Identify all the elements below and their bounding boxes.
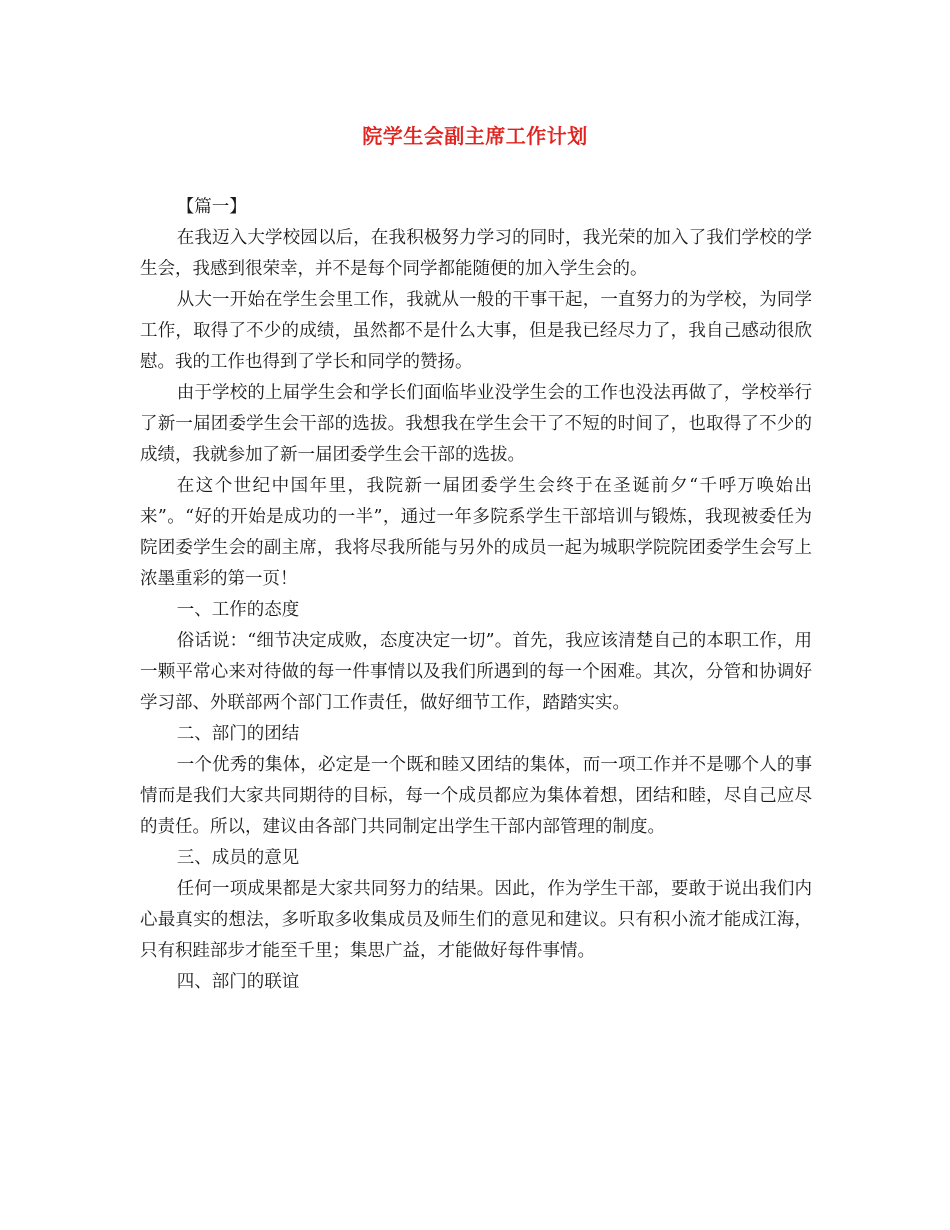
paragraph-unity: 一个优秀的集体，必定是一个既和睦又团结的集体，而一项工作并不是哪个人的事情而是我们大家共同期待的目标，每一个成员都应为集体着想，团结和睦，尽自己应尽的责任。所以，建议由各部门共同制定出学生干部内部管理的制度。: [140, 755, 812, 837]
section-heading-attitude: 一、工作的态度: [176, 600, 300, 620]
document-title: 院学生会副主席工作计划: [362, 124, 588, 148]
section-heading-opinions: 三、成员的意见: [176, 848, 300, 868]
paragraph-appointment: 在这个世纪中国年里，我院新一届团委学生会终于在圣诞前夕“千呼万唤始出来”。“好的开始是成功的一半”，通过一年多院系学生干部培训与锻炼，我现被委任为院团委学生会的副主席，我将尽我所能与另外的成员一起为城职学院院团委学生会写上浓墨重彩的第一页！: [140, 476, 812, 589]
paragraph-work-experience: 从大一开始在学生会里工作，我就从一般的干事干起，一直努力的为学校，为同学工作，取得了不少的成绩，虽然都不是什么大事，但是我已经尽力了，我自己感动很欣慰。我的工作也得到了学长和同学的赞扬。: [140, 290, 812, 372]
document-body: [140, 192, 812, 998]
paragraph-opinions: 任何一项成果都是大家共同努力的结果。因此，作为学生干部，要敢于说出我们内心最真实的想法，多听取多收集成员及师生们的意见和建议。只有积小流才能成江海，只有积跬部步才能至千里；集思广益，才能做好每件事情。: [140, 879, 812, 961]
paragraph-election: 由于学校的上届学生会和学长们面临毕业没学生会的工作也没法再做了，学校举行了新一届团委学生会干部的选拔。我想我在学生会干了不短的时间了，也取得了不少的成绩，我就参加了新一届团委学生会干部的选拔。: [140, 383, 812, 465]
section-heading-friendship: 四、部门的联谊: [176, 972, 300, 992]
paragraph-attitude: 俗话说：“细节决定成败，态度决定一切”。首先，我应该清楚自己的本职工作，用一颗平常心来对待做的每一件事情以及我们所遇到的每一个困难。其次，分管和协调好学习部、外联部两个部门工作责任，做好细节工作，踏踏实实。: [140, 631, 812, 713]
section-label-part-one: 【篇一】: [176, 197, 247, 217]
paragraph-joining-student-union: 在我迈入大学校园以后，在我积极努力学习的同时，我光荣的加入了我们学校的学生会，我感到很荣幸，并不是每个同学都能随便的加入学生会的。: [140, 228, 812, 279]
section-heading-unity: 二、部门的团结: [176, 724, 300, 744]
